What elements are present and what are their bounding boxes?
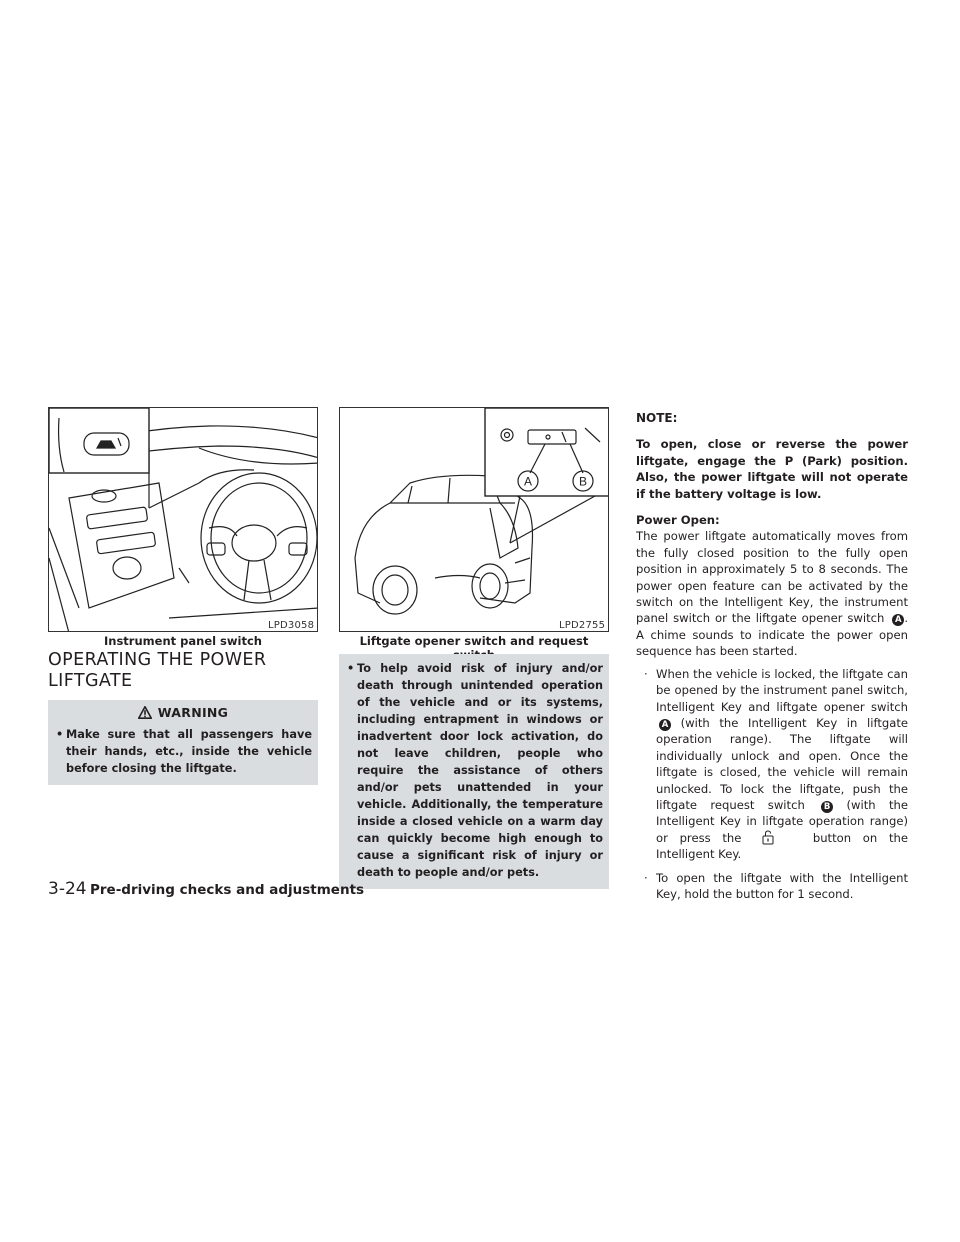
page-number: 3-24 xyxy=(48,879,87,899)
bullet-1-part-3: (with the Intelligent Key in liftgate operation range) or press the xyxy=(656,797,909,845)
unlock-icon xyxy=(761,830,775,845)
warning-header xyxy=(48,700,318,725)
liftgate-opener-figure xyxy=(339,407,609,632)
power-open-title: Power Open: xyxy=(636,513,720,528)
note-column xyxy=(636,410,908,902)
note-text: To open, close or reverse the power liftgate, engage the P (Park) position. Also, the power liftgate will not operate if the battery voltage is low. xyxy=(636,437,908,501)
bullet-icon: • xyxy=(56,728,64,741)
bullet-1-part-4: button on the Intelligent Key. xyxy=(656,830,908,862)
switch-a-badge: A xyxy=(892,614,904,626)
note-bullet-1 xyxy=(636,666,908,863)
chapter-title: Pre-driving checks and adjustments xyxy=(90,882,365,898)
figure-code-2: LPD2755 xyxy=(559,620,606,631)
callout-a-label: A xyxy=(523,474,533,489)
liftgate-vehicle-illustration xyxy=(340,408,609,632)
figure-code-1: LPD3058 xyxy=(268,620,315,631)
switch-b-badge: B xyxy=(821,801,833,813)
figure-caption-1: Instrument panel switch xyxy=(104,634,262,648)
bullet-2-text: To open the liftgate with the Intelligent Key, hold the button for 1 second. xyxy=(656,870,908,901)
figure-caption-2: Liftgate opener switch and request xyxy=(359,634,589,648)
warning-box-2 xyxy=(339,654,609,889)
note-bullet-2 xyxy=(636,870,908,903)
warning-triangle-icon xyxy=(138,706,152,719)
warning-title: WARNING xyxy=(157,705,229,720)
instrument-panel-figure xyxy=(48,407,318,632)
chime-text: A chime sounds to indicate the power open sequence has been started. xyxy=(636,627,908,659)
warning-item-1 xyxy=(48,726,318,777)
warning-box-1 xyxy=(48,700,318,785)
note-title: NOTE: xyxy=(636,411,678,425)
bullet-icon: • xyxy=(347,662,355,675)
power-open-paragraph: The power liftgate automatically moves from the fully closed position to the fully open position in approximately 5 to 8 seconds. The power open feature can be activated by the switch on the Intelligent Key, the instrument panel switch or the liftgate opener switch A . A chime sounds to indicate the power open sequence has been started. xyxy=(636,529,909,659)
warning-item-2-text: To help avoid risk of injury and/or death through unintended operation of the vehicle and or its systems, including entrapment in windows or inadvertent door lock activation, do not leave children, people who require the assistance of others and/or pets unattended in your vehicle. Additionally, the temperature inside a closed vehicle on a warm day can quickly become high enough to cause a significant risk of injury or death to people and/or pets. xyxy=(357,662,603,879)
instrument-panel-illustration xyxy=(49,408,318,632)
bullet-icon: · xyxy=(644,666,648,681)
bullet-1-part-2: (with the Intelligent Key in liftgate operation range). The liftgate will individually unlock and open. Once the liftgate is closed, the vehicle will remain unlocked. To lock the liftgate, push the liftgate request switch xyxy=(656,715,909,812)
power-open-text: The power liftgate automatically moves from the fully closed position to the fully open position in approximately 5 to 8 seconds. The power open feature can be activated by the switch on the Intelligent Key, the instrument panel switch or the liftgate opener switch xyxy=(636,529,908,626)
warning-item-2 xyxy=(339,660,609,881)
switch-a-badge-2: A xyxy=(659,719,671,731)
bullet-icon: · xyxy=(644,870,648,885)
bullet-1-part-1: When the vehicle is locked, the liftgate can be opened by the instrument panel switch, Intelligent Key and liftgate opener switch xyxy=(656,666,908,714)
callout-b-label: B xyxy=(578,474,588,489)
warning-item-1-text: Make sure that all passengers have their hands, etc., inside the vehicle before closing the liftgate. xyxy=(66,728,312,775)
section-heading: OPERATING THE POWER LIFTGATE xyxy=(48,650,267,691)
